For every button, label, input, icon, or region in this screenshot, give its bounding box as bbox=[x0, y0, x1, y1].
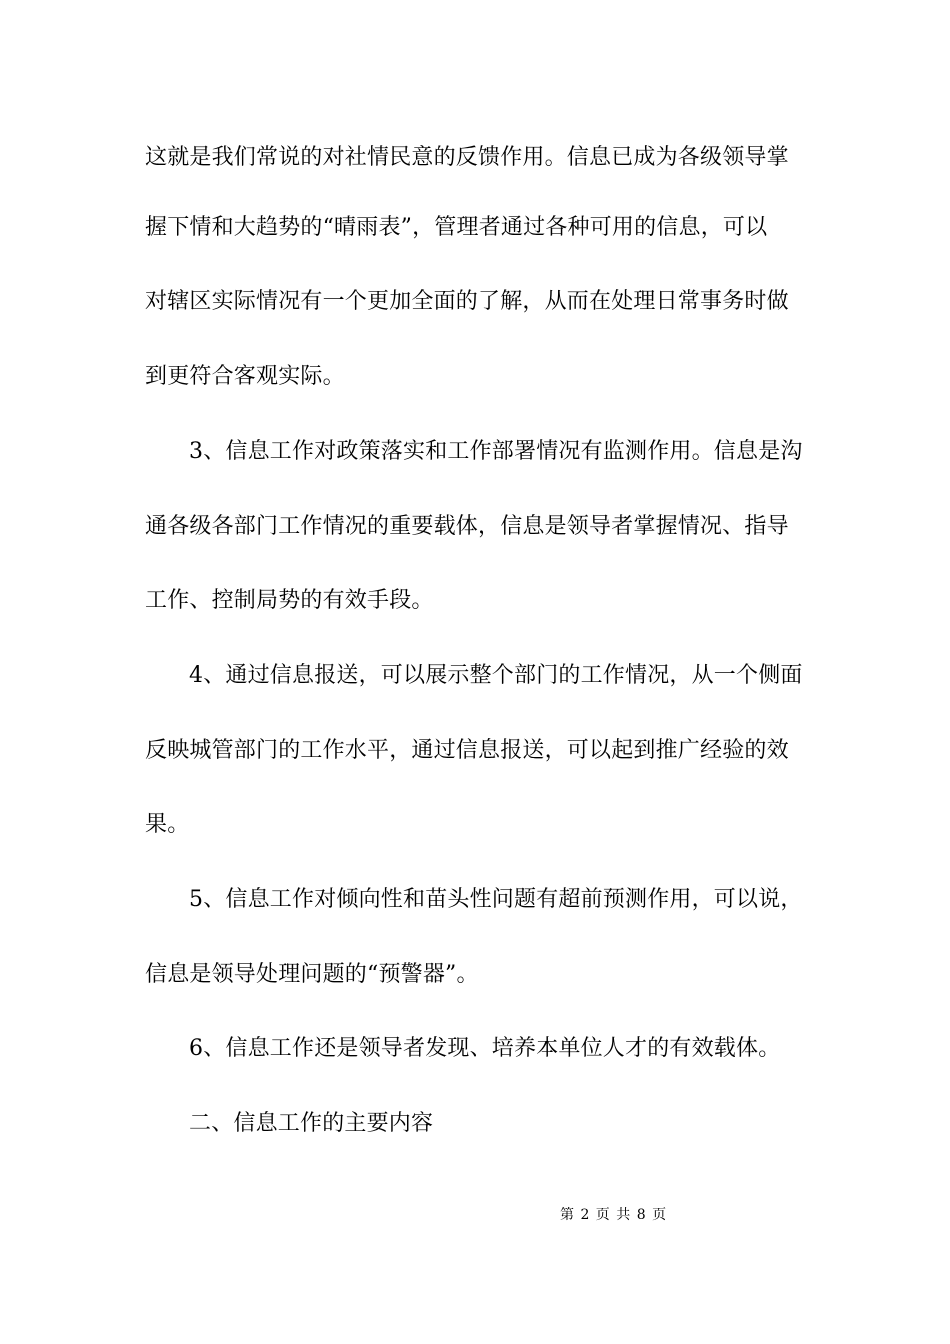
paragraph-line: 到更符合客观实际。 bbox=[145, 364, 345, 389]
page-number-footer: 第 2 页 共 8 页 bbox=[560, 1207, 668, 1223]
paragraph-line: 果。 bbox=[145, 812, 190, 837]
paragraph-line: 握下情和大趋势的“晴雨表”，管理者通过各种可用的信息，可以 bbox=[145, 215, 768, 240]
paragraph-line: 反映城管部门的工作水平，通过信息报送，可以起到推广经验的效 bbox=[145, 738, 789, 763]
paragraph-line: 这就是我们常说的对社情民意的反馈作用。信息已成为各级领导掌 bbox=[145, 145, 789, 170]
paragraph-line: 信息是领导处理问题的“预警器”。 bbox=[145, 962, 479, 987]
paragraph-line: 6、信息工作还是领导者发现、培养本单位人才的有效载体。 bbox=[189, 1036, 781, 1061]
section-heading: 二、信息工作的主要内容 bbox=[189, 1111, 434, 1136]
paragraph-line: 4、通过信息报送，可以展示整个部门的工作情况，从一个侧面 bbox=[189, 663, 803, 688]
paragraph-line: 工作、控制局势的有效手段。 bbox=[145, 588, 434, 613]
paragraph-line: 通各级各部门工作情况的重要载体，信息是领导者掌握情况、指导 bbox=[145, 514, 789, 539]
paragraph-line: 5、信息工作对倾向性和苗头性问题有超前预测作用，可以说， bbox=[189, 887, 803, 912]
paragraph-line: 对辖区实际情况有一个更加全面的了解，从而在处理日常事务时做 bbox=[145, 289, 789, 314]
paragraph-line: 3、信息工作对政策落实和工作部署情况有监测作用。信息是沟 bbox=[189, 439, 803, 464]
